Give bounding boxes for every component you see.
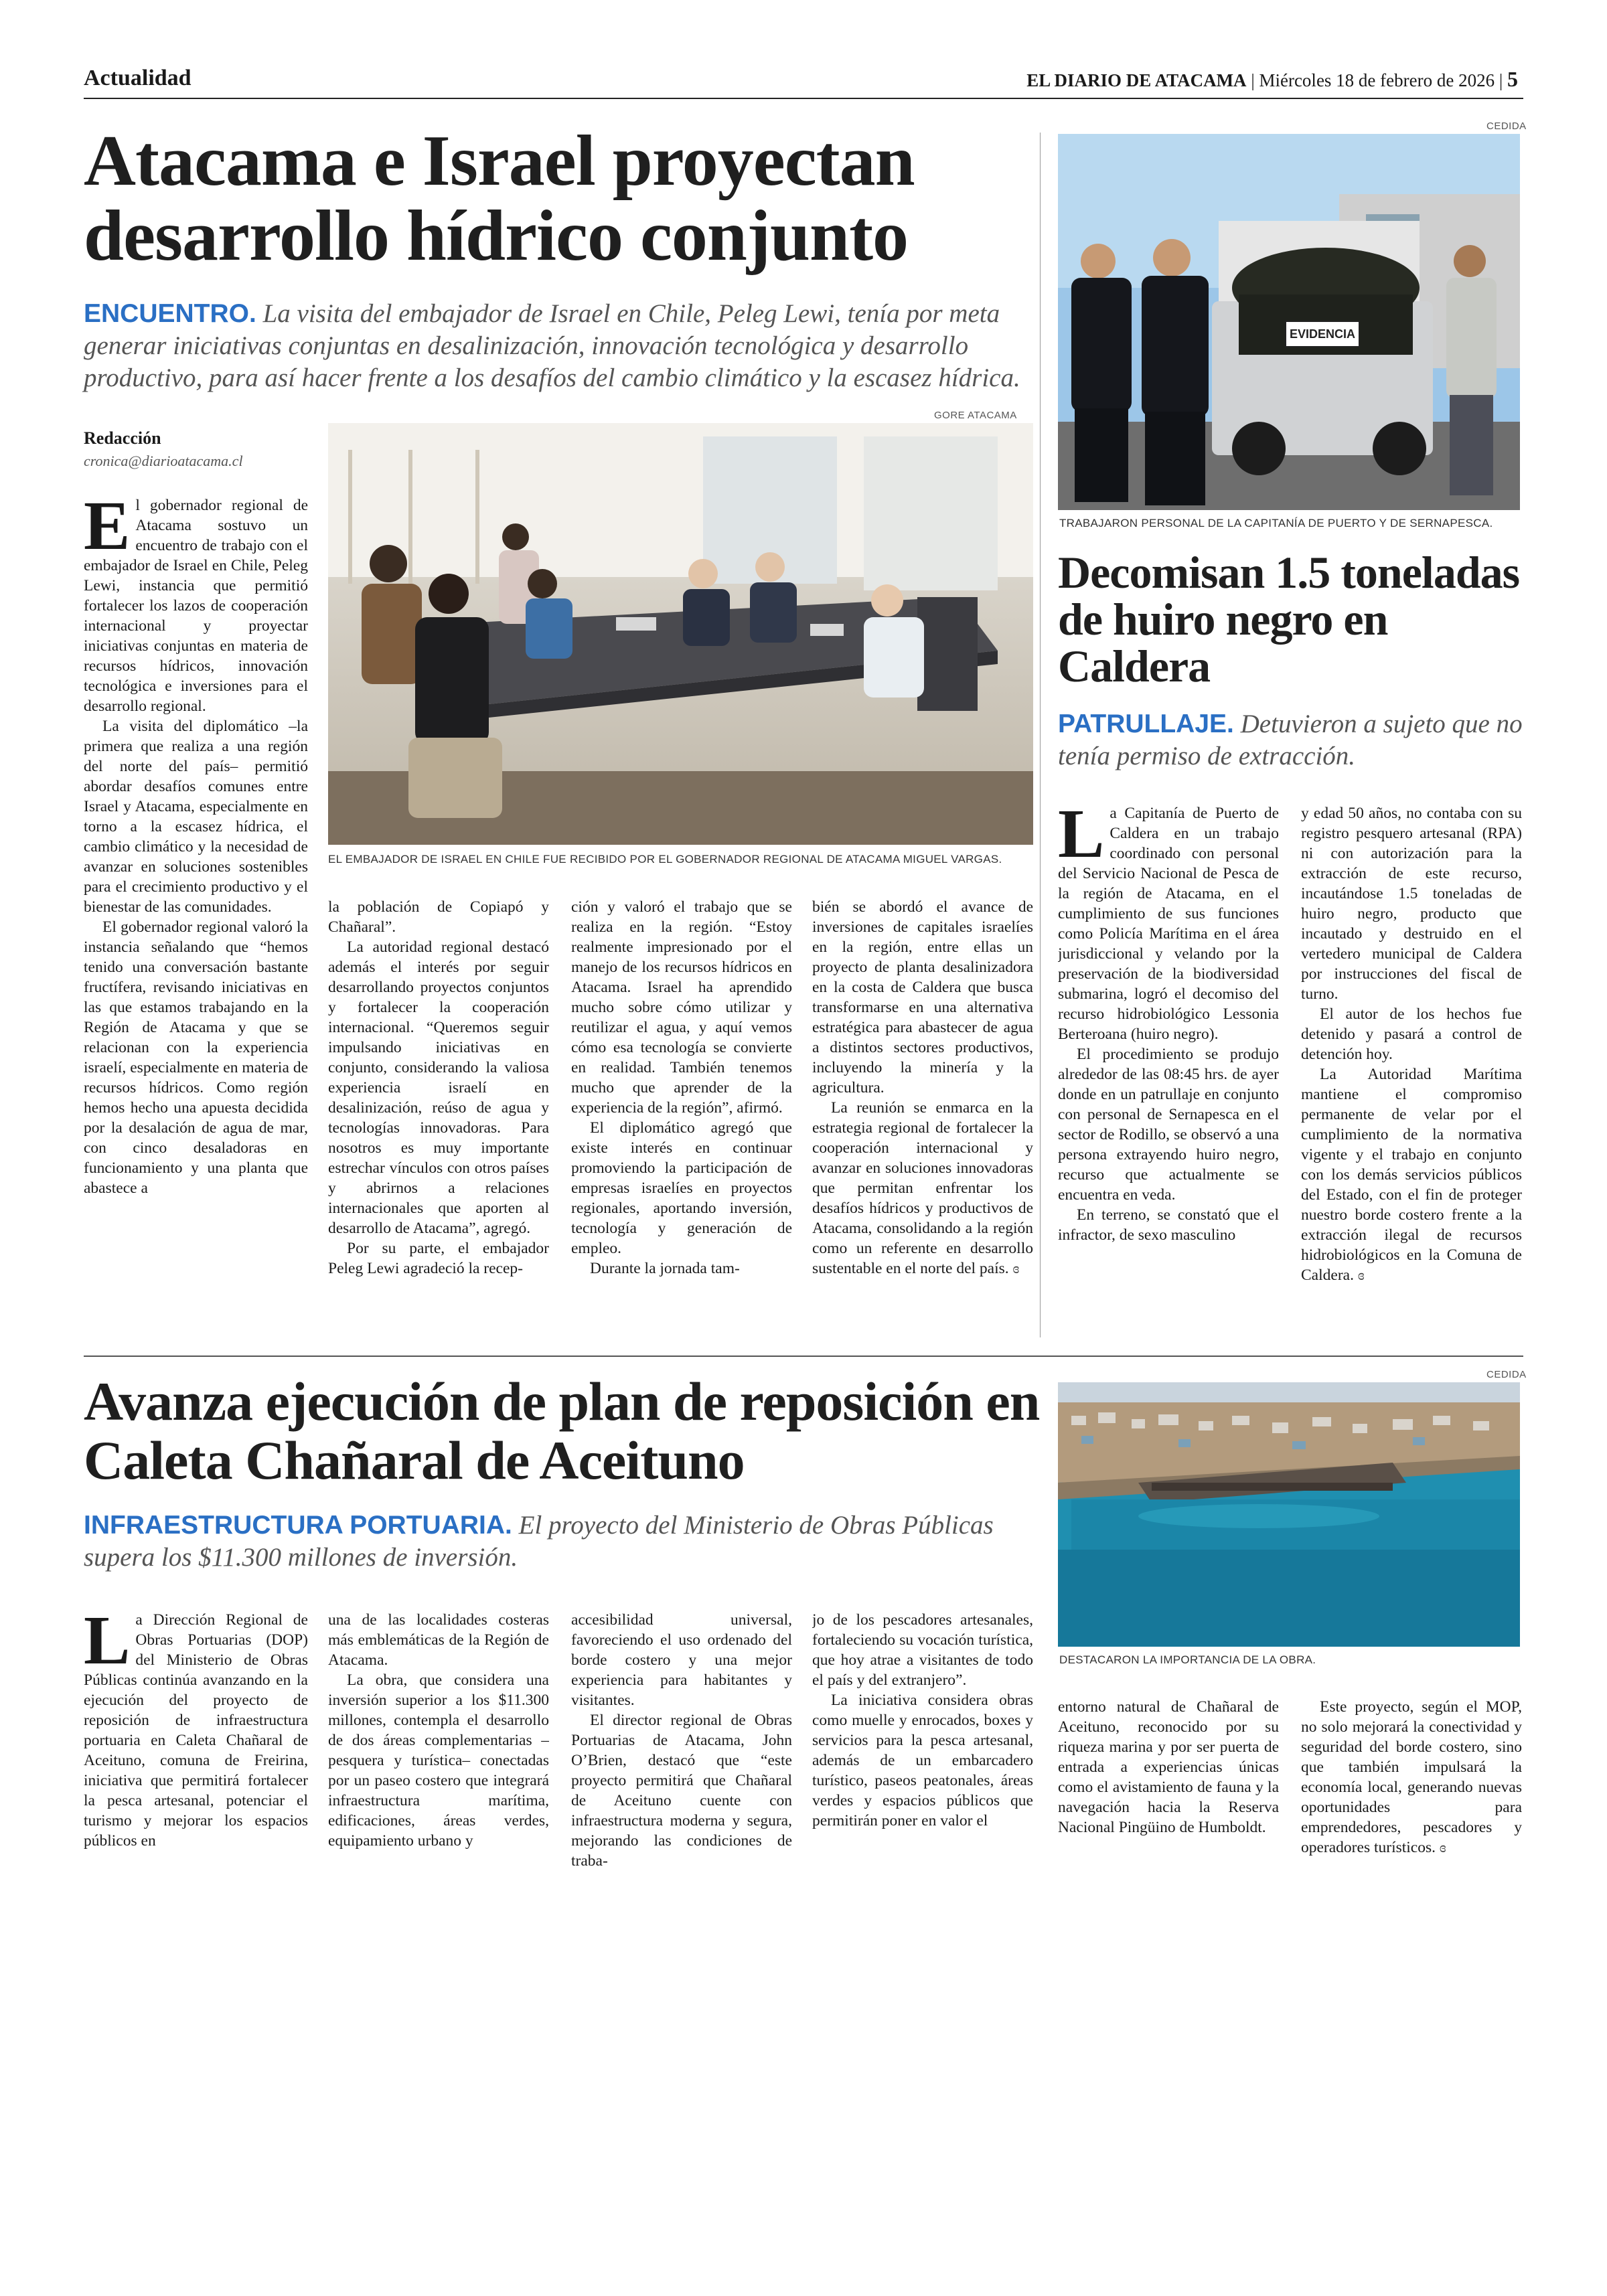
paragraph: Por su parte, el embajador Peleg Lewi agradeció la recep- bbox=[328, 1240, 549, 1277]
paragraph: a Capitanía de Puerto de Caldera en un trabajo coordinado con personal del Servicio Nacional de Pesca de la región de Atacama, en el cumplimiento de sus funciones como Policía Marítima en el área jurisdiccional y velando por la preservación de la biodiversidad submarina, logró el decomiso del recurso hidrobiológico Lessonia Berteroana (huiro negro). bbox=[1058, 805, 1279, 1043]
article3-photo bbox=[1058, 1382, 1520, 1647]
dropcap: L bbox=[1058, 803, 1105, 872]
paragraph: La visita del diplomático –la primera que realiza a una región del norte del país– permitió abordar desafíos comunes entre Israel y Atacama, especialmente en torno a la escasez hídrica, el cambio climático y la necesidad de avanzar en soluciones sostenibles para el crecimiento productivo y el bienestar de las comunidades. bbox=[84, 718, 308, 916]
article2-photo bbox=[1058, 134, 1520, 510]
end-mark-icon: ɞ bbox=[1357, 1266, 1365, 1283]
article3-caption: DESTACARON LA IMPORTANCIA DE LA OBRA. bbox=[1059, 1653, 1316, 1666]
paragraph: entorno natural de Chañaral de Aceituno, reconocido por su riqueza marina y por ser puerta de entrada a experiencias únicas como el avistamiento de fauna y la navegación hacia la Reserva Nacional Pingüino de Humboldt. bbox=[1058, 1698, 1279, 1836]
article1-caption: EL EMBAJADOR DE ISRAEL EN CHILE FUE RECIBIDO POR EL GOBERNADOR REGIONAL DE ATACAMA MIGUEL VARGAS. bbox=[328, 853, 1002, 866]
article3-col1 bbox=[84, 1610, 308, 1911]
article3-kicker: INFRAESTRUCTURA PORTUARIA. bbox=[84, 1511, 512, 1540]
article1-col2 bbox=[328, 897, 549, 1339]
end-mark-icon: ɞ bbox=[1439, 1839, 1446, 1856]
paragraph: bién se abordó el avance de inversiones de capitales israelíes en la región, entre ellas un proyecto de planta desalinizadora en la costa de Caldera que busca transformarse en una alternativa estratégica para abastecer de agua a distintos sectores productivos, incluyendo la minería y la agricultura. bbox=[812, 898, 1033, 1096]
article3-col5 bbox=[1058, 1697, 1279, 1911]
paragraph: La autoridad regional destacó además el interés por seguir desarrollando proyectos conjuntos y fortalecer la cooperación internacional. “Queremos seguir impulsando iniciativas en conjunto, considerando la valiosa experiencia israelí en desalinización, reúso de agua y tecnologías innovadoras. Para nosotros es muy importante estrechar vínculos con otros países y abrirnos a relaciones internacionales que aporten al desarrollo de Atacama”, agregó. bbox=[328, 938, 549, 1237]
byline: Redacción bbox=[84, 428, 161, 448]
dropcap: E bbox=[84, 495, 131, 564]
article3-deck-text: El proyecto del Ministerio de Obras Públicas supera los $11.300 millones de inversión. bbox=[84, 1511, 994, 1572]
paragraph: El gobernador regional valoró la instancia señalando que “hemos tenido una conversación bastante fructífera, revisando iniciativas en las que estamos trabajando en la Región de Atacama y que se relacionan con la experiencia israelí, especialmente en materia de recursos hídricos. Como región hemos hecho una apuesta decidida por la desalación de agua de mar, con cinco desaladoras en funcionamiento y una planta que abastece a bbox=[84, 918, 308, 1197]
article2-kicker: PATRULLAJE. bbox=[1058, 710, 1234, 738]
paragraph: El procedimiento se produjo alrededor de las 08:45 hrs. de ayer donde en un patrullaje en conjunto con personal de Sernapesca en el sector de Rodillo, se observó a una persona extrayendo huiro negro, recurso que actualmente se encuentra en veda. bbox=[1058, 1046, 1279, 1204]
end-mark-icon: ɞ bbox=[1012, 1260, 1020, 1277]
paragraph: En terreno, se constató que el infractor, de sexo masculino bbox=[1058, 1206, 1279, 1244]
article3-col2 bbox=[328, 1610, 549, 1911]
article2-deck-text: Detuvieron a sujeto que no tenía permiso de extracción. bbox=[1058, 710, 1523, 770]
article3-col3 bbox=[571, 1610, 792, 1911]
section-label: Actualidad bbox=[84, 66, 192, 90]
article2-deck bbox=[1058, 708, 1527, 772]
paragraph: y edad 50 años, no contaba con su registro pesquero artesanal (RPA) ni con autorización para la extracción de este recurso, incautándose 1.5 toneladas de huiro negro, producto que incautado y destruido en el vertedero municipal de Caldera por instrucciones del fiscal de turno. bbox=[1301, 805, 1522, 1003]
article3-col4 bbox=[812, 1610, 1033, 1911]
paragraph: ción y valoró el trabajo que se realiza en la región. “Estoy realmente impresionado por el manejo de los recursos hídricos en Atacama. Israel ha aprendido mucho sobre cómo utilizar y reutilizar el agua, y aquí vemos cómo esa tecnología se convierte en realidad. También tenemos mucho que aprender de la experiencia de la región”, afirmó. bbox=[571, 898, 792, 1117]
article1-deck bbox=[84, 298, 1021, 394]
paragraph: La Autoridad Marítima mantiene el compromiso permanente de velar por el cumplimiento de la normativa vigente y el trabajo en conjunto con los demás servicios públicos del Estado, con el fin de proteger nuestro borde costero frente a la extracción ilegal de recursos hidrobiológicos en la Comuna de Caldera. ɞ bbox=[1301, 1066, 1522, 1284]
paragraph: una de las localidades costeras más emblemáticas de la Región de Atacama. bbox=[328, 1611, 549, 1669]
article1-deck-text: La visita del embajador de Israel en Chile, Peleg Lewi, tenía por meta generar iniciativas conjuntas en desalinización, innovación tecnológica y desarrollo productivo, para así hacer frente a los desafíos del cambio climático y la escasez hídrica. bbox=[84, 299, 1020, 392]
page-number: 5 bbox=[1507, 67, 1518, 91]
article1-kicker: ENCUENTRO. bbox=[84, 299, 256, 328]
paragraph: El diplomático agregó que existe interés en continuar promoviendo la participación de empresas israelíes en proyectos regionales, aportando inversión, tecnología y generación de empleo. bbox=[571, 1119, 792, 1257]
article2-photo-credit: CEDIDA bbox=[1486, 120, 1527, 132]
article3-col6 bbox=[1301, 1697, 1522, 1911]
article1-photo bbox=[328, 423, 1033, 845]
article2-col1 bbox=[1058, 803, 1279, 1339]
seaweed-seizure-photo bbox=[1058, 134, 1520, 510]
article3-photo-credit: CEDIDA bbox=[1486, 1369, 1527, 1380]
paragraph: La iniciativa considera obras como muelle y enrocados, boxes y servicios para la pesca artesanal, además de un embarcadero turístico, paseos peatonales, áreas verdes y espacios públicos que permitirán poner en valor el bbox=[812, 1692, 1033, 1829]
evidence-sign: EVIDENCIA bbox=[1289, 327, 1356, 341]
article1-col4 bbox=[812, 897, 1033, 1339]
dropcap: L bbox=[84, 1610, 131, 1679]
article2-headline: Decomisan 1.5 toneladas de huiro negro en Caldera bbox=[1058, 547, 1520, 691]
separator: | bbox=[1251, 70, 1255, 90]
masthead-rule bbox=[84, 98, 1523, 99]
paper-date: Miércoles 18 de febrero de 2026 bbox=[1259, 70, 1495, 90]
paper-info bbox=[1026, 67, 1518, 92]
paragraph: Este proyecto, según el MOP, no solo mejorará la conectividad y seguridad del borde costero, sino que también impulsará la economía local, generando nuevas oportunidades para emprendedores, pescadores y operadores turísticos. ɞ bbox=[1301, 1698, 1522, 1856]
article1-col3 bbox=[571, 897, 792, 1339]
column-rule bbox=[1040, 133, 1041, 1337]
paragraph: la población de Copiapó y Chañaral”. bbox=[328, 898, 549, 936]
paragraph: accesibilidad universal, favoreciendo el uso ordenado del borde costero y una mejor experiencia para habitantes y visitantes. bbox=[571, 1611, 792, 1709]
section-rule bbox=[84, 1356, 1523, 1357]
paragraph: El autor de los hechos fue detenido y pasará a control de detención hoy. bbox=[1301, 1005, 1522, 1063]
article1-photo-credit: GORE ATACAMA bbox=[934, 410, 1017, 421]
paragraph: Durante la jornada tam- bbox=[590, 1260, 740, 1277]
paragraph: La reunión se enmarca en la estrategia regional de fortalecer la cooperación internacional y avanzar en soluciones innovadoras que permitan enfrentar los desafíos hídricos y productivos de Atacama, consolidando a la región como un referente en desarrollo sustentable en el norte del país. ɞ bbox=[812, 1099, 1033, 1277]
paragraph: El director regional de Obras Portuarias de Atacama, John O’Brien, destacó que “este proyecto permitirá que Chañaral de Aceituno cuente con infraestructura moderna y segura, mejorando las condiciones de traba- bbox=[571, 1712, 792, 1870]
paragraph: l gobernador regional de Atacama sostuvo un encuentro de trabajo con el embajador de Israel en Chile, Peleg Lewi, instancia que permitió fortalecer los lazos de cooperación internacional y proyectar iniciativas conjuntas en materia de recursos hídricos, innovación tecnológica e inversiones para el desarrollo regional. bbox=[84, 497, 308, 715]
paragraph: a Dirección Regional de Obras Portuarias (DOP) del Ministerio de Obras Públicas continúa avanzando en la ejecución del proyecto de reposición de infraestructura portuaria en Caleta Chañaral de Aceituno, comuna de Freirina, iniciativa que permitirá fortalecer la pesca artesanal, potenciar el turismo y mejorar los espacios públicos en bbox=[84, 1611, 308, 1850]
meeting-room-photo bbox=[328, 423, 1033, 845]
article2-col2 bbox=[1301, 803, 1522, 1339]
caleta-aerial-photo bbox=[1058, 1382, 1520, 1647]
article1-headline: Atacama e Israel proyectan desarrollo hídrico conjunto bbox=[84, 121, 915, 276]
article3-headline: Avanza ejecución de plan de reposición en Caleta Chañaral de Aceituno bbox=[84, 1371, 1040, 1491]
paragraph: jo de los pescadores artesanales, fortaleciendo su vocación turística, que hoy atrae a visitantes de todo el país y del extranjero”. bbox=[812, 1611, 1033, 1689]
separator: | bbox=[1499, 70, 1503, 90]
article2-caption: TRABAJARON PERSONAL DE LA CAPITANÍA DE PUERTO Y DE SERNAPESCA. bbox=[1059, 517, 1493, 529]
article1-col1 bbox=[84, 495, 308, 1339]
article3-deck bbox=[84, 1509, 1021, 1574]
byline-email[interactable]: cronica@diarioatacama.cl bbox=[84, 453, 243, 469]
paper-name: EL DIARIO DE ATACAMA bbox=[1026, 70, 1247, 90]
paragraph: La obra, que considera una inversión superior a los $11.300 millones, contempla el desarrollo de dos áreas complementarias –pesquera y turística– conectadas por un paseo costero que integrará infraestructura marítima, edificaciones, áreas verdes, equipamiento urbano y bbox=[328, 1671, 549, 1850]
